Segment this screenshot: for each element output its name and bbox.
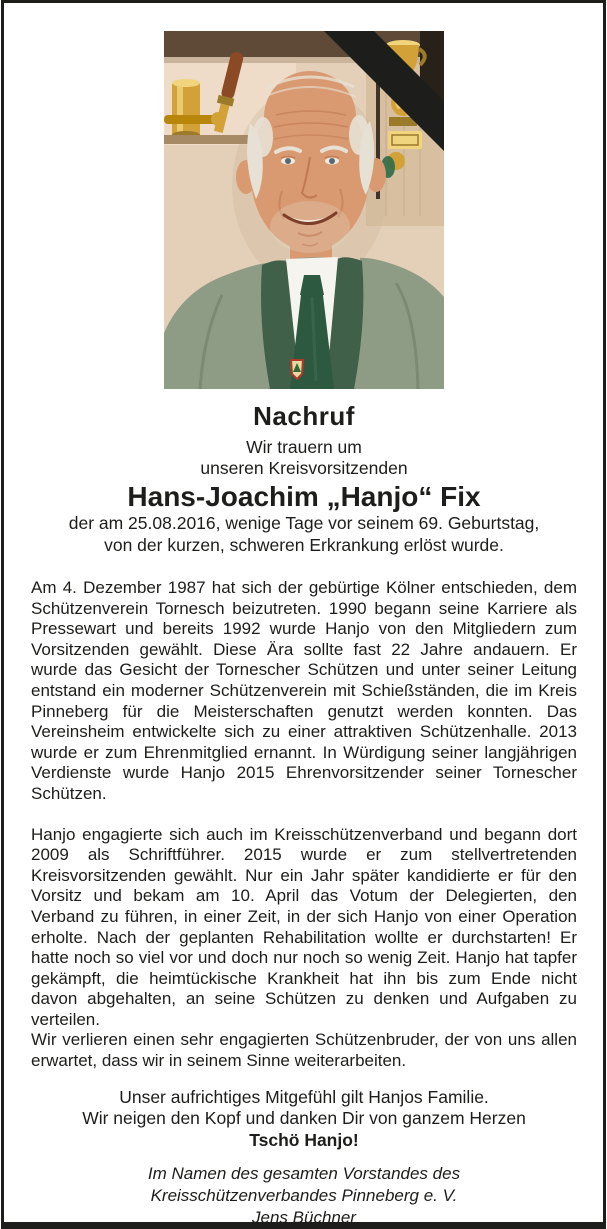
obituary-notice xyxy=(1,0,606,1229)
portrait-illustration xyxy=(164,31,444,389)
signature-name: Jens Büchner xyxy=(252,1208,356,1228)
condolence-line: Wir neigen den Kopf und danken Dir von ganzem Herzen xyxy=(82,1108,526,1129)
condolence-block xyxy=(31,1087,577,1152)
biography-paragraph: Hanjo engagierte sich auch im Kreisschützenverband und begann dort 2009 als Schriftführer. 2015 wurde er zum stellvertretenden Kreisvorsitzenden gewählt. Nur ein Jahr später kandidierte er für den Vorsitz und bekam am 10. April das Votum der Delegierten, den Verband zu führen, in einer Zeit, in der sich Hanjo von einer Operation erholte. Nach der geplanten Rehabilitation wollte er durchstarten! Er hatte noch so viel vor und doch nur noch so wenig Zeit. Hanjo hat tapfer gekämpft, die heimtückische Krankheit hat ihn bis zum Ende nicht davon abgehalten, an seine Schützen zu denken und Aufgaben zu verteilen. xyxy=(31,824,577,1029)
notice-content xyxy=(4,3,603,1229)
death-info-line: der am 25.08.2016, wenige Tage vor seinem 69. Geburtstag, xyxy=(68,513,540,533)
condolence-line: Unser aufrichtiges Mitgefühl gilt Hanjos Familie. xyxy=(119,1086,489,1107)
biography-text xyxy=(31,578,577,1072)
death-info-block xyxy=(31,513,577,556)
intro-block xyxy=(31,437,577,479)
tie-badge xyxy=(291,360,303,379)
signature-block xyxy=(31,1163,577,1229)
signature-line: Kreisschützenverbandes Pinneberg e. V. xyxy=(150,1186,458,1206)
page-title: Nachruf xyxy=(253,401,355,431)
farewell-paragraph: Wir verlieren einen sehr engagierten Schützenbruder, der von uns allen erwartet, dass wir in seinem Sinne weiterarbeiten. xyxy=(31,1030,577,1071)
intro-line: Wir trauern um xyxy=(246,437,362,457)
death-info-line: von der kurzen, schweren Erkrankung erlöst wurde. xyxy=(104,534,504,555)
signature-line: Im Namen des gesamten Vorstandes des xyxy=(147,1164,461,1184)
intro-line: unseren Kreisvorsitzenden xyxy=(200,458,408,478)
gold-cup-icon xyxy=(172,79,200,139)
portrait-photo xyxy=(164,31,444,389)
biography-paragraph: Am 4. Dezember 1987 hat sich der gebürtige Kölner entschieden, dem Schützenverein Tornesch beizutreten. 1990 begann seine Karriere als Pressewart und bereits 1992 wurde Hanjo von den Mitgliedern zum Vorsitzenden gewählt. Diese Ära sollte fast 22 Jahre andauern. Er wurde das Gesicht der Tornescher Schützen und unter seiner Leitung entstand ein moderner Schützenverein mit Schießständen, die im Kreis Pinneberg für die Meisterschaften genutzt werden konnten. Das Vereinsheim entwickelte sich zu einer attraktiven Schützenhalle. 2013 wurde er zum Ehrenmitglied ernannt. In Würdigung seiner langjährigen Verdienste wurde Hanjo 2015 Ehrenvorsitzender seiner Tornescher Schützen. xyxy=(31,578,577,803)
deceased-name: Hans-Joachim „Hanjo“ Fix xyxy=(127,481,481,512)
farewell-exclamation: Tschö Hanjo! xyxy=(249,1129,359,1150)
